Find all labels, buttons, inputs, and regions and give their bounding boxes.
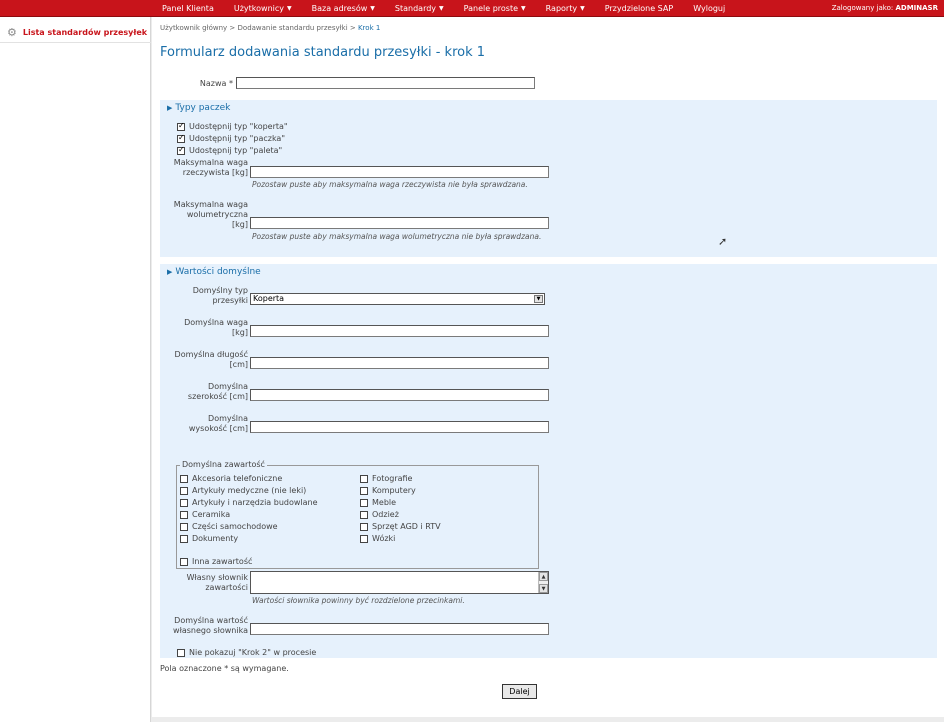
check-odziez-row[interactable] — [360, 510, 399, 519]
wlasny-slownik-label — [165, 573, 248, 593]
wlasny-slownik-hint: Wartości słownika powinny być rozdzielone przecinkami. — [252, 596, 465, 605]
check-inna-zawartosc-row[interactable] — [180, 557, 252, 566]
domyslna-waga-label — [165, 318, 248, 338]
checkbox-sprzet-agd[interactable] — [360, 523, 368, 531]
menu-label: Raporty — [545, 4, 578, 13]
checkbox-wozki[interactable] — [360, 535, 368, 543]
menu-panele-proste[interactable] — [454, 0, 536, 17]
checkbox-label: Inna zawartość — [192, 557, 253, 566]
domyslna-dlugosc-input[interactable] — [250, 357, 549, 369]
label-line: Maksymalna waga — [173, 200, 248, 209]
max-waga-rzeczywista-hint: Pozostaw puste aby maksymalna waga rzeczywista nie była sprawdzana. — [252, 180, 528, 189]
mouse-cursor-icon: ➚ — [718, 235, 728, 248]
label-line: Domyślna waga — [184, 318, 248, 327]
domyslna-waga-input[interactable] — [250, 325, 549, 337]
label-line: własnego słownika — [173, 626, 248, 635]
label-line: [kg] — [232, 220, 248, 229]
label-line: [cm] — [229, 360, 248, 369]
checkbox-inna-zawartosc[interactable] — [180, 558, 188, 566]
caret-down-icon: ▼ — [370, 5, 375, 12]
domyslna-wartosc-slownika-label — [165, 616, 248, 636]
max-waga-rzeczywista-label — [165, 158, 248, 178]
label-line: [kg] — [232, 328, 248, 337]
breadcrumb-separator: > — [347, 24, 358, 32]
menu-label: Standardy — [394, 4, 437, 13]
checkbox-label: Dokumenty — [192, 534, 239, 543]
check-meble-row[interactable] — [360, 498, 396, 507]
checkbox-label: Ceramika — [192, 510, 231, 519]
checkbox-komputery[interactable] — [360, 487, 368, 495]
checkbox-akcesoria[interactable] — [180, 475, 188, 483]
triangle-right-icon: ▶ — [167, 104, 173, 112]
menu-label: Wyloguj — [693, 4, 726, 13]
check-paczka-row[interactable] — [177, 134, 285, 143]
required-fields-note: Pola oznaczone * są wymagane. — [160, 664, 289, 673]
panel-title-text: Typy paczek — [175, 103, 231, 113]
domyslna-dlugosc-label — [165, 350, 248, 370]
menu-panel-klienta[interactable] — [152, 0, 224, 17]
label-line: Maksymalna waga — [173, 158, 248, 167]
main-content — [152, 17, 944, 717]
check-artykuly-medyczne-row[interactable] — [180, 486, 306, 495]
dalej-button[interactable]: Dalej — [502, 684, 537, 699]
label-line: szerokość [cm] — [187, 392, 248, 401]
caret-down-icon: ▼ — [580, 5, 585, 12]
check-koperta-row[interactable] — [177, 122, 288, 131]
caret-down-icon: ▼ — [521, 5, 526, 12]
check-komputery-row[interactable] — [360, 486, 416, 495]
checkbox-dokumenty[interactable] — [180, 535, 188, 543]
menu-label: Baza adresów — [311, 4, 368, 13]
checkbox-label: Odzież — [372, 510, 399, 519]
scroll-down-icon[interactable]: ▼ — [539, 584, 548, 593]
checkbox-paczka[interactable] — [177, 135, 185, 143]
breadcrumb-item[interactable]: Użytkownik główny — [160, 24, 228, 32]
checkbox-label: Udostępnij typ "paczka" — [189, 134, 286, 143]
select-value: Koperta — [253, 294, 285, 303]
typy-paczek-toggle[interactable] — [167, 103, 230, 113]
menu-przydzielone-sap[interactable] — [595, 0, 684, 17]
checkbox-koperta[interactable] — [177, 123, 185, 131]
label-line: wolumetryczna — [186, 210, 248, 219]
menu-label: Panel Klienta — [162, 4, 214, 13]
main-menu — [152, 0, 735, 17]
wartosci-domyslne-toggle[interactable] — [167, 267, 261, 277]
top-menu-bar — [0, 0, 944, 17]
login-username: ADMINASR — [895, 4, 938, 12]
check-artykuly-budowlane-row[interactable] — [180, 498, 318, 507]
check-dokumenty-row[interactable] — [180, 534, 238, 543]
label-line: Domyślna — [208, 382, 248, 391]
label-line: rzeczywista [kg] — [182, 168, 248, 177]
checkbox-label: Artykuły i narzędzia budowlane — [192, 498, 318, 507]
caret-down-icon: ▼ — [287, 5, 292, 12]
check-fotografie-row[interactable] — [360, 474, 412, 483]
domyslna-wartosc-slownika-input[interactable] — [250, 623, 549, 635]
check-ceramika-row[interactable] — [180, 510, 230, 519]
breadcrumb-current: Krok 1 — [357, 24, 381, 32]
typy-paczek-panel — [160, 100, 937, 257]
nazwa-input[interactable] — [236, 77, 535, 89]
label-line: Domyślna wartość — [174, 616, 248, 625]
menu-wyloguj[interactable] — [683, 0, 735, 17]
checkbox-artykuly-budowlane[interactable] — [180, 499, 188, 507]
checkbox-artykuly-medyczne[interactable] — [180, 487, 188, 495]
menu-label: Panele proste — [463, 4, 519, 13]
domyslna-szerokosc-input[interactable] — [250, 389, 549, 401]
menu-uzytkownicy[interactable] — [224, 0, 302, 17]
login-prefix: Zalogowany jako: — [831, 4, 894, 12]
checkbox-czesci-samochodowe[interactable] — [180, 523, 188, 531]
checkbox-meble[interactable] — [360, 499, 368, 507]
checkbox-label: Artykuły medyczne (nie leki) — [192, 486, 307, 495]
checkbox-fotografie[interactable] — [360, 475, 368, 483]
sidebar — [0, 17, 151, 722]
domyslna-wysokosc-label — [165, 414, 248, 434]
caret-down-icon: ▼ — [439, 5, 444, 12]
label-line: wysokość [cm] — [188, 424, 248, 433]
max-waga-wolumetryczna-label — [165, 200, 248, 230]
check-wozki-row[interactable] — [360, 534, 395, 543]
checkbox-nie-pokazuj-krok2[interactable] — [177, 649, 185, 657]
max-waga-rzeczywista-input[interactable] — [250, 166, 549, 178]
domyslna-zawartosc-fieldset — [176, 460, 539, 569]
nazwa-label: Nazwa * — [199, 79, 233, 88]
checkbox-label: Meble — [372, 498, 397, 507]
login-info — [832, 0, 938, 17]
check-paleta-row[interactable] — [177, 146, 282, 155]
domyslny-typ-label — [165, 286, 248, 306]
checkbox-label: Akcesoria telefoniczne — [192, 474, 283, 483]
label-line: Domyślna — [208, 414, 248, 423]
menu-baza-adresow[interactable] — [302, 0, 385, 17]
chevron-down-icon[interactable]: ▼ — [534, 295, 543, 303]
checkbox-label: Sprzęt AGD i RTV — [372, 522, 441, 531]
checkbox-label: Udostępnij typ "paleta" — [189, 146, 283, 155]
checkbox-odziez[interactable] — [360, 511, 368, 519]
menu-standardy[interactable] — [385, 0, 454, 17]
gear-icon: ⚙ — [7, 26, 17, 39]
textarea-scrollbar[interactable] — [538, 572, 548, 593]
checkbox-label: Części samochodowe — [192, 522, 278, 531]
breadcrumb-separator: > — [227, 24, 238, 32]
fieldset-legend: Domyślna zawartość — [182, 460, 265, 469]
label-line: Domyślny typ — [192, 286, 248, 295]
label-line: Własny słownik — [186, 573, 248, 582]
label-line: przesyłki — [212, 296, 248, 305]
wlasny-slownik-textarea[interactable] — [250, 571, 549, 594]
max-waga-wolumetryczna-hint: Pozostaw puste aby maksymalna waga wolumetryczna nie była sprawdzana. — [252, 232, 542, 241]
menu-label: Użytkownicy — [233, 4, 284, 13]
breadcrumb-item[interactable]: Dodawanie standardu przesyłki — [237, 24, 348, 32]
nie-pokazuj-krok2-row[interactable] — [177, 648, 316, 657]
check-akcesoria-row[interactable] — [180, 474, 282, 483]
domyslny-typ-select[interactable] — [250, 293, 545, 305]
checkbox-label: Udostępnij typ "koperta" — [189, 122, 288, 131]
label-line: Domyślna długość — [174, 350, 248, 359]
domyslna-szerokosc-label — [165, 382, 248, 402]
checkbox-label: Nie pokazuj "Krok 2" w procesie — [189, 648, 317, 657]
wartosci-domyslne-panel — [160, 264, 937, 658]
page-title: Formularz dodawania standardu przesyłki - krok 1 — [160, 45, 486, 60]
sidebar-item-lista-standardow[interactable] — [0, 23, 151, 43]
breadcrumb — [160, 24, 380, 32]
checkbox-ceramika[interactable] — [180, 511, 188, 519]
checkbox-label: Fotografie — [372, 474, 413, 483]
menu-raporty[interactable] — [536, 0, 595, 17]
check-sprzet-agd-row[interactable] — [360, 522, 441, 531]
checkbox-label: Wózki — [372, 534, 396, 543]
scroll-up-icon[interactable]: ▲ — [539, 572, 548, 581]
label-line: zawartości — [205, 583, 248, 592]
max-waga-wolumetryczna-input[interactable] — [250, 217, 549, 229]
sidebar-item-label: Lista standardów przesyłek — [22, 28, 148, 37]
menu-label: Przydzielone SAP — [604, 4, 674, 13]
panel-title-text: Wartości domyślne — [175, 267, 261, 277]
checkbox-paleta[interactable] — [177, 147, 185, 155]
domyslna-wysokosc-input[interactable] — [250, 421, 549, 433]
check-czesci-samochodowe-row[interactable] — [180, 522, 278, 531]
triangle-right-icon: ▶ — [167, 268, 173, 276]
checkbox-label: Komputery — [372, 486, 416, 495]
